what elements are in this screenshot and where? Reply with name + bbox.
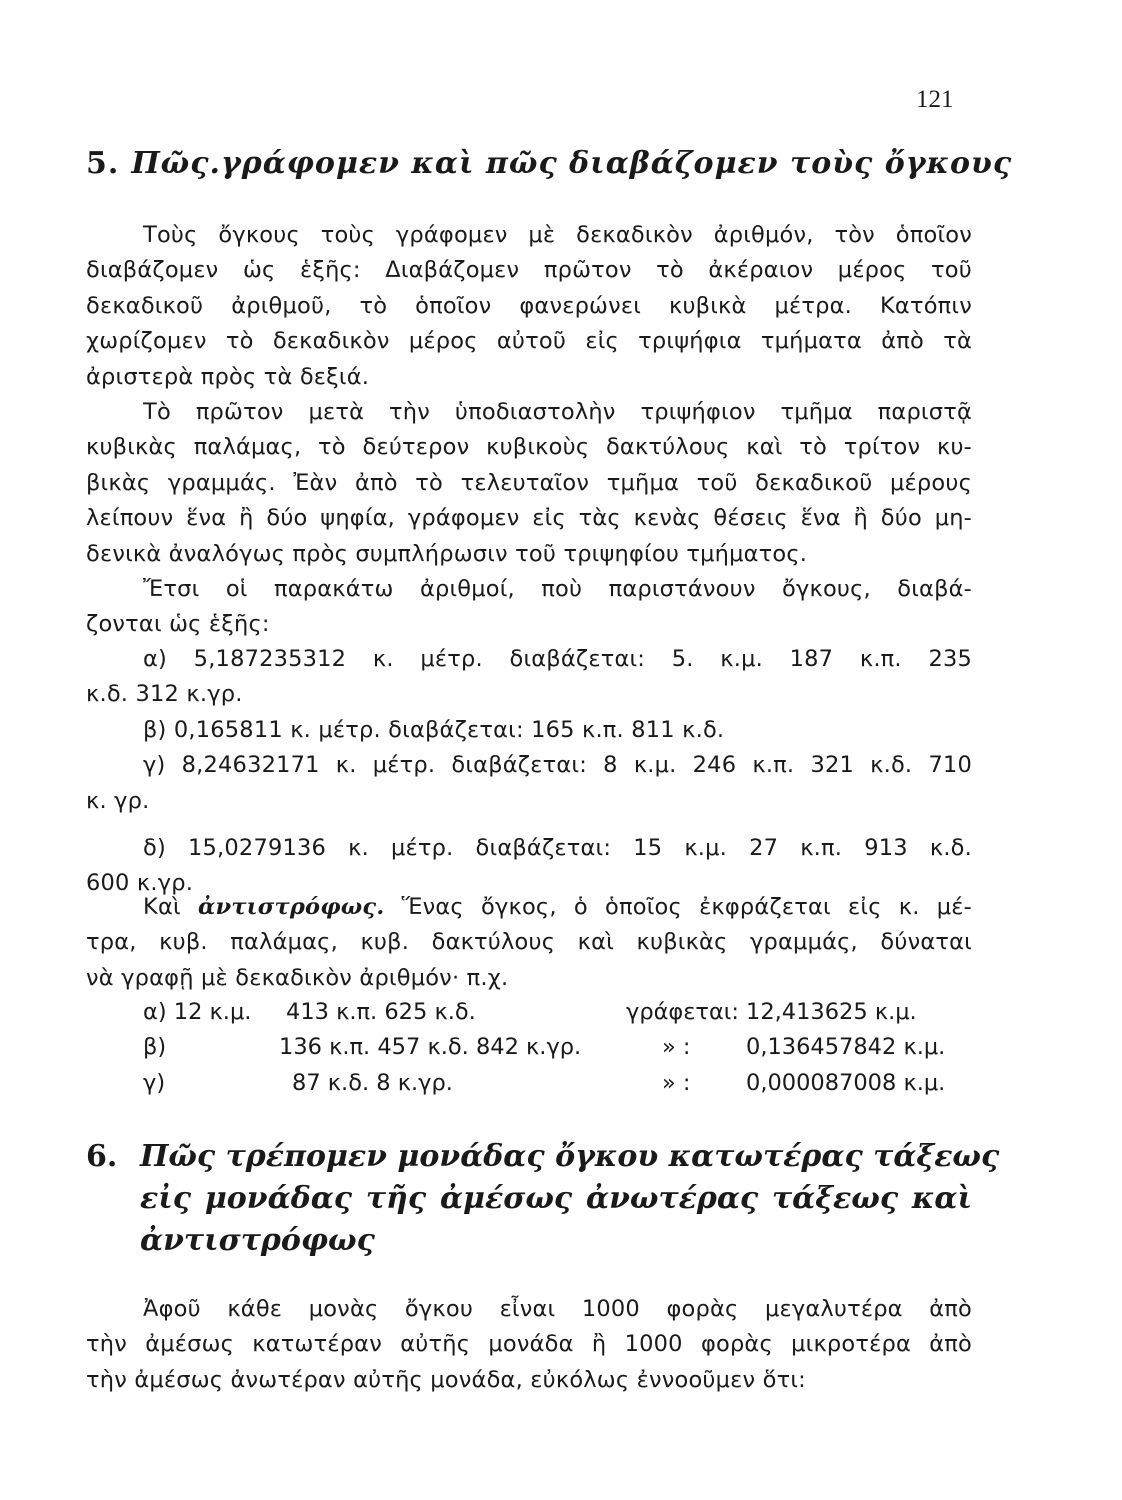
text-line: κυβικὰς παλάμας, τὸ δεύτερον κυβικοὺς δακτύλους καὶ τὸ τρίτον κυ- <box>86 434 972 461</box>
writing-examples-table <box>86 995 972 1101</box>
reading-examples <box>86 642 972 902</box>
row-result: 0,136457842 κ.μ. <box>746 1034 946 1061</box>
paragraph-4 <box>86 890 972 996</box>
row-label: α) 12 κ.μ. <box>143 999 252 1025</box>
para4-rest: Ἕνας ὄγκος, ὁ ὁποῖος ἐκφράζεται εἰς κ. μέ- <box>401 894 972 920</box>
example-c-line-1: γ) 8,24632171 κ. μέτρ. διαβάζεται: 8 κ.μ. 246 κ.π. 321 κ.δ. 710 <box>143 752 972 779</box>
section-6-title-line-2: εἰς μονάδας τῆς ἀμέσως ἀνωτέρας τάξεως καὶ <box>140 1181 972 1216</box>
section-6-title-line-3: ἀντιστρόφως <box>140 1223 375 1258</box>
section-5-title: Πῶς.γράφομεν καὶ πῶς διαβάζομεν τοὺς ὄγκους <box>131 146 1013 181</box>
row-verb: » : <box>662 1069 691 1096</box>
text-line <box>143 890 972 925</box>
paragraph-2 <box>86 395 972 572</box>
example-c-line-2: κ. γρ. <box>86 787 150 814</box>
text-line: ζονται ὡς ἑξῆς: <box>86 611 270 638</box>
row-label: γ) <box>143 1069 166 1096</box>
text-line: Ἔτσι οἱ παρακάτω ἀριθμοί, ποὺ παριστάνουν ὄγκους, διαβά- <box>143 576 972 602</box>
paragraph-1 <box>86 218 972 395</box>
text-line: τὴν ἀμέσως ἀνωτέραν αὐτῆς μονάδα, εὐκόλως ἐννοοῦμεν ὅτι: <box>86 1366 806 1393</box>
row-verb: » : <box>662 1034 691 1061</box>
text-line: τρα, κυβ. παλάμας, κυβ. δακτύλους καὶ κυβικὰς γραμμάς, δύναται <box>86 929 972 956</box>
para4-lead: Καὶ <box>143 894 181 920</box>
text-line: χωρίζομεν τὸ δεκαδικὸν μέρος αὐτοῦ εἰς τριψήφια τμήματα ἀπὸ τὰ <box>86 328 972 355</box>
section-5-number: 5. <box>86 146 120 181</box>
text-line: λείπουν ἕνα ἢ δύο ψηφία, γράφομεν εἰς τὰς κενὰς θέσεις ἕνα ἢ δύο μη- <box>86 505 972 532</box>
example-d-line-1: δ) 15,0279136 κ. μέτρ. διαβάζεται: 15 κ.μ. 27 κ.π. 913 κ.δ. <box>143 834 972 861</box>
text-line: ἀριστερὰ πρὸς τὰ δεξιά. <box>86 363 370 390</box>
paragraph-3 <box>86 572 972 643</box>
row-verb: γράφεται: <box>626 999 740 1025</box>
text-line: Τοὺς ὄγκους τοὺς γράφομεν μὲ δεκαδικὸν ἀριθμόν, τὸν ὁποῖον <box>143 222 972 248</box>
row-parts: 413 κ.π. 625 κ.δ. <box>286 999 476 1025</box>
row-result: 0,000087008 κ.μ. <box>746 1069 946 1096</box>
paragraph-5 <box>86 1292 972 1398</box>
table-row <box>86 1066 972 1101</box>
row-parts: 136 κ.π. 457 κ.δ. 842 κ.γρ. <box>279 1034 582 1061</box>
text-line: τὴν ἀμέσως κατωτέραν αὐτῆς μονάδα ἢ 1000 φορὰς μικροτέρα ἀπὸ <box>86 1331 972 1358</box>
example-d-line-2: 600 κ.γρ. <box>86 870 194 897</box>
text-line: Τὸ πρῶτον μετὰ τὴν ὑποδιαστολὴν τριψήφιον τμῆμα παριστᾷ <box>143 399 972 425</box>
text-line: δεκαδικοῦ ἀριθμοῦ, τὸ ὁποῖον φανερώνει κυβικὰ μέτρα. Κατόπιν <box>86 292 972 319</box>
text-line: βικὰς γραμμάς. Ἐὰν ἀπὸ τὸ τελευταῖον τμῆμα τοῦ δεκαδικοῦ μέρους <box>86 469 972 496</box>
section-6-title-line-1: 6. Πῶς τρέπομεν μονάδας ὄγκου κατωτέρας τάξεως <box>86 1136 972 1178</box>
para4-bold-word: ἀντιστρόφως. <box>198 894 385 920</box>
row-parts: 87 κ.δ. 8 κ.γρ. <box>292 1069 453 1096</box>
section-5-heading <box>86 146 1012 181</box>
section-6-number: 6. <box>86 1139 118 1174</box>
row-result: 12,413625 κ.μ. <box>746 999 917 1025</box>
text-line: δενικὰ ἀναλόγως πρὸς συμπλήρωσιν τοῦ τριψηφίου τμήματος. <box>86 540 808 567</box>
row-label: β) <box>143 1034 167 1061</box>
example-a-line-1: α) 5,187235312 κ. μέτρ. διαβάζεται: 5. κ.μ. 187 κ.π. 235 <box>143 646 972 672</box>
example-b-line-1: β) 0,165811 κ. μέτρ. διαβάζεται: 165 κ.π. 811 κ.δ. <box>143 716 725 743</box>
section-6-heading <box>86 1136 1000 1262</box>
example-a-line-2: κ.δ. 312 κ.γρ. <box>86 681 243 708</box>
text-line: νὰ γραφῇ μὲ δεκαδικὸν ἀριθμόν· π.χ. <box>86 964 509 991</box>
text-line: Ἀφοῦ κάθε μονὰς ὄγκου εἶναι 1000 φορὰς μεγαλυτέρα ἀπὸ <box>143 1296 972 1322</box>
text-line: διαβάζομεν ὡς ἑξῆς: Διαβάζομεν πρῶτον τὸ ἀκέραιον μέρος τοῦ <box>86 257 972 284</box>
table-row <box>86 1030 972 1065</box>
table-row <box>86 995 972 1030</box>
page-number: 121 <box>916 86 954 113</box>
